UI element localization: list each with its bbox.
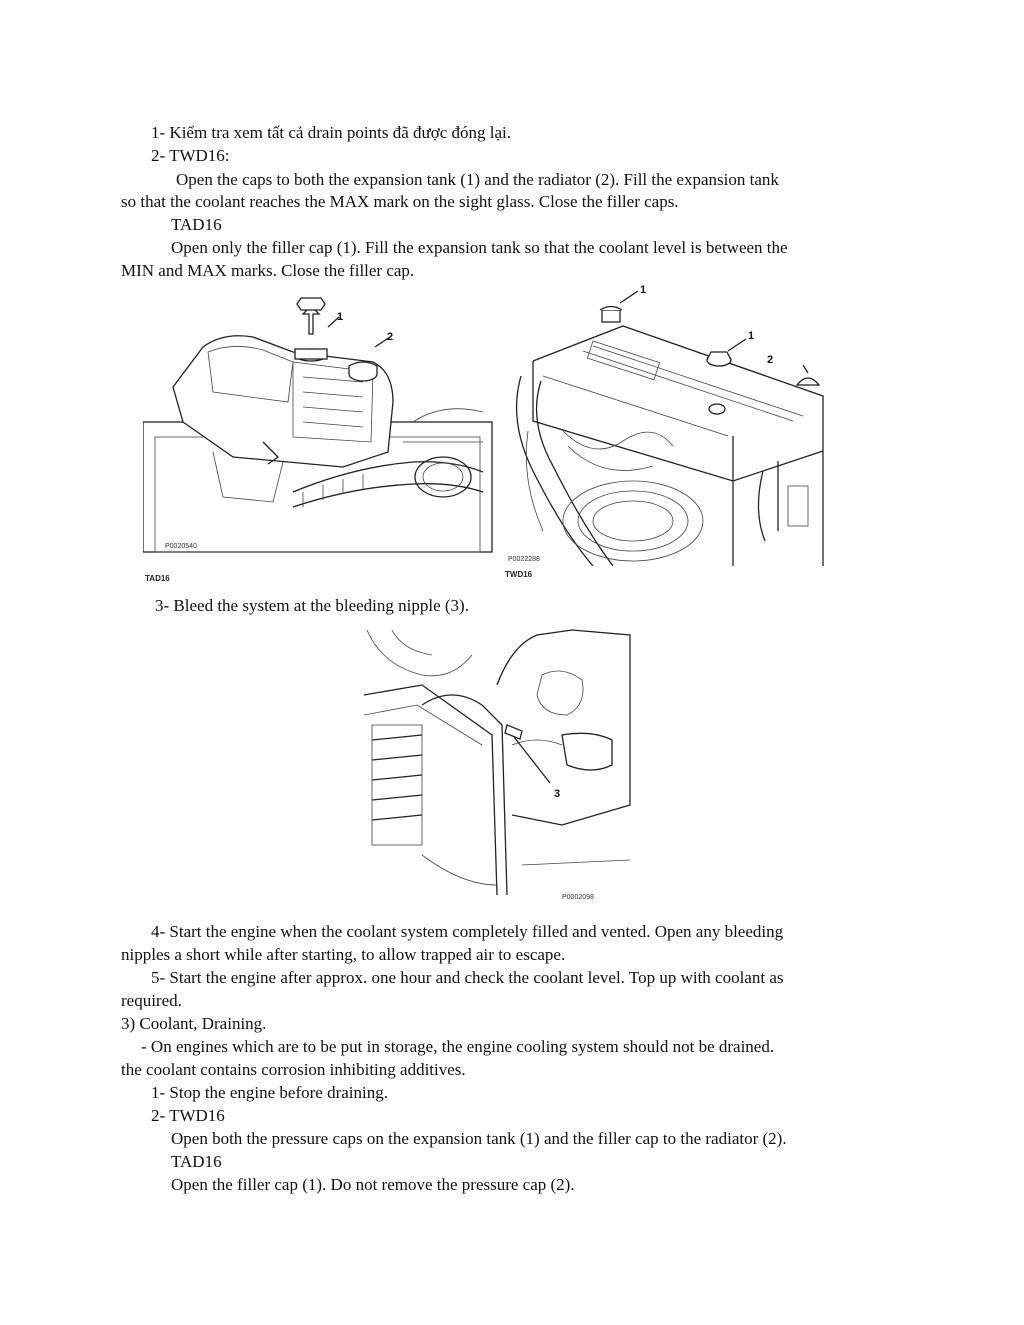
step-5-line-1: 5- Start the engine after approx. one hour and check the coolant level. Top up with coolant as bbox=[151, 968, 784, 987]
step-1-text: 1- Kiểm tra xem tất cả drain points đã được đóng lại. bbox=[151, 123, 511, 142]
callout-1: 1 bbox=[337, 311, 344, 323]
callout-1-b: 1 bbox=[748, 330, 755, 342]
tad16-figure-caption: TAD16 bbox=[145, 574, 170, 583]
storage-note-line-1: - On engines which are to be put in storage, the engine cooling system should not be drained. bbox=[141, 1037, 775, 1056]
step-4-line-2: nipples a short while after starting, to allow trapped air to escape. bbox=[121, 945, 566, 964]
twd16-instruction-line-1: Open the caps to both the expansion tank (1) and the radiator (2). Fill the expansion tank bbox=[176, 170, 779, 189]
callout-2: 2 bbox=[767, 354, 774, 366]
tad16-instruction-line-2: MIN and MAX marks. Close the filler cap. bbox=[121, 261, 415, 280]
twd16-instruction-line-2: so that the coolant reaches the MAX mark on the sight glass. Close the filler caps. bbox=[121, 192, 679, 211]
storage-note-line-2: the coolant contains corrosion inhibiting additives. bbox=[121, 1060, 466, 1079]
twd16-figure-caption: TWD16 bbox=[505, 570, 533, 579]
tad16-expansion-tank-diagram bbox=[143, 292, 495, 554]
drain-step-1: 1- Stop the engine before draining. bbox=[151, 1083, 388, 1102]
figure-code: P0020540 bbox=[165, 543, 197, 550]
section-heading: 3) Coolant, Draining. bbox=[121, 1014, 267, 1033]
step-4-line-1: 4- Start the engine when the coolant system completely filled and vented. Open any bleeding bbox=[151, 922, 784, 941]
drain-tad16-label: TAD16 bbox=[171, 1152, 222, 1171]
drain-twd16-text: Open both the pressure caps on the expansion tank (1) and the filler cap to the radiator (2). bbox=[171, 1129, 787, 1148]
step-5-line-2: required. bbox=[121, 991, 182, 1010]
bleeding-nipple-diagram bbox=[362, 625, 634, 905]
callout-3: 3 bbox=[554, 788, 561, 800]
tad16-label: TAD16 bbox=[171, 215, 222, 234]
callout-1-a: 1 bbox=[640, 284, 647, 296]
twd16-radiator-diagram bbox=[503, 281, 833, 566]
figure-code: P0002098 bbox=[562, 894, 594, 901]
step-2-label: 2- TWD16: bbox=[151, 146, 230, 165]
tad16-instruction-line-1: Open only the filler cap (1). Fill the expansion tank so that the coolant level is between the bbox=[171, 238, 788, 257]
drain-step-2-label: 2- TWD16 bbox=[151, 1106, 225, 1125]
step-3-text: 3- Bleed the system at the bleeding nipple (3). bbox=[155, 596, 469, 615]
callout-2: 2 bbox=[387, 331, 394, 343]
drain-tad16-text: Open the filler cap (1). Do not remove the pressure cap (2). bbox=[171, 1175, 575, 1194]
figure-code: P0022288 bbox=[508, 556, 540, 563]
